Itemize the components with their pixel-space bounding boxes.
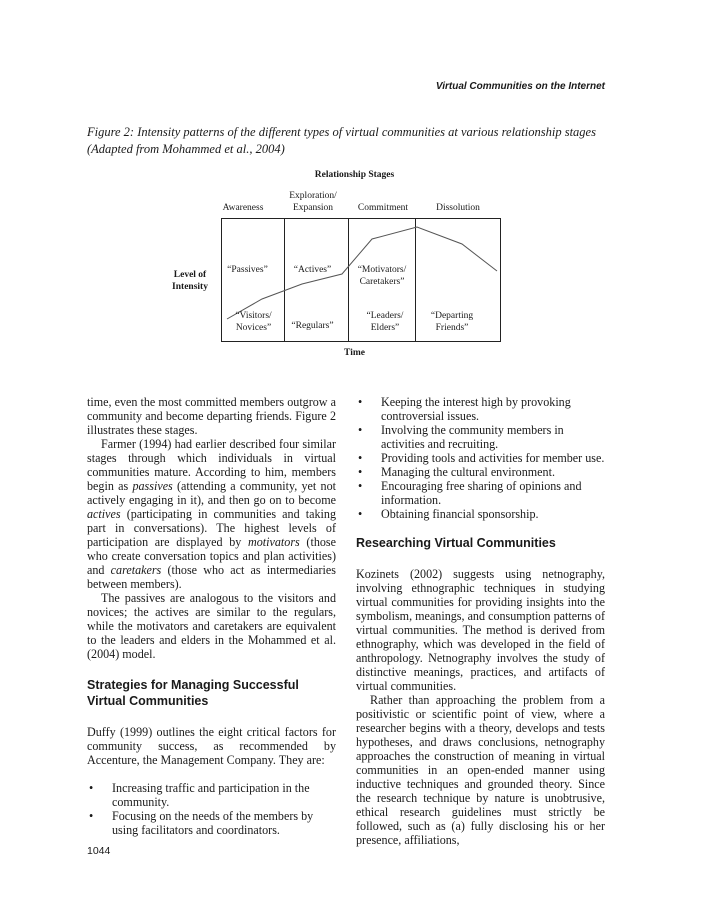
paragraph: Rather than approaching the problem from a positivistic or scientific point of view, where a researcher begins with a theory, develops and tests hypotheses, and draws conclusions, netnography approaches the construction of meaning in virtual communities in an open-ended manner using inductive techniques and grounded theory. Since the research technique by nature is unobtrusive, ethical research guidelines must strictly be followed, such as (a) fully disclosing his or her presence, affiliations, — [356, 693, 605, 847]
left-column — [87, 395, 336, 837]
label-passives: “Passives” — [227, 265, 268, 275]
label-leaders: “Leaders/ Elders” — [366, 311, 404, 333]
list-item: • Keeping the interest high by provoking controversial issues. — [356, 395, 605, 423]
y-axis-label: Level of Intensity — [172, 270, 208, 292]
paragraph: Duffy (1999) outlines the eight critical factors for community success, as recommended by Accenture, the Management Company. They are: — [87, 725, 336, 767]
stage-dissolution: Dissolution — [436, 203, 480, 213]
section-heading: Researching Virtual Communities — [356, 536, 556, 550]
list-item: • Focusing on the needs of the members by using facilitators and coordinators. — [87, 809, 336, 837]
label-motivators: “Motivators/ Caretakers” — [357, 265, 407, 287]
stage-awareness: Awareness — [222, 203, 264, 213]
section-heading: Strategies for Managing Successful Virtual Communities — [87, 678, 299, 708]
list-item: • Providing tools and activities for member use. — [356, 451, 605, 465]
list-item: • Obtaining financial sponsorship. — [356, 507, 605, 521]
bullet-list — [356, 395, 605, 521]
x-axis-label: Time — [344, 348, 365, 358]
label-regulars: “Regulars” — [291, 321, 334, 331]
label-visitors: “Visitors/ Novices” — [235, 311, 272, 333]
stage-exploration: Exploration/ Expansion — [289, 191, 337, 213]
figure-caption: Figure 2: Intensity patterns of the different types of virtual communities at various relationship stages (Adapted from Mohammed et al., 2004) — [87, 125, 596, 156]
paragraph: time, even the most committed members outgrow a community and become departing friends. Figure 2 illustrates these stages. — [87, 395, 336, 437]
page-number: 1044 — [87, 845, 111, 857]
paragraph: Farmer (1994) had earlier described four similar stages through which individuals in virtual communities mature. According to him, members begin as passives (attending a community, yet not actively engaging in it), and then go on to become actives (participating in communities and taking part in conversations). The highest levels of participation are displayed by motivators (those who create conversation topics and plan activities) and caretakers (those who act as intermediaries between members). — [87, 437, 336, 591]
paragraph: Kozinets (2002) suggests using netnography, involving ethnographic techniques in studying virtual communities for providing insights into the symbolism, meanings, and consumption patterns of virtual communities. The method is derived from ethnography, which was developed in the field of anthropology. Netnography involves the study of distinctive meanings, practices, and artifacts of virtual communities. — [356, 567, 605, 693]
stage-commitment: Commitment — [357, 203, 409, 213]
list-item: • Encouraging free sharing of opinions and information. — [356, 479, 605, 507]
label-actives: “Actives” — [293, 265, 332, 275]
bullet-list — [87, 781, 336, 837]
figure-title: Relationship Stages — [314, 170, 395, 180]
label-departing: “Departing Friends” — [430, 311, 474, 333]
list-item: • Involving the community members in activities and recruiting. — [356, 423, 605, 451]
running-header: Virtual Communities on the Internet — [435, 81, 605, 92]
list-item: • Managing the cultural environment. — [356, 465, 605, 479]
paragraph: The passives are analogous to the visitors and novices; the actives are similar to the regulars, while the motivators and caretakers are equivalent to the leaders and elders in the Mohammed et al. (2004) model. — [87, 591, 336, 661]
list-item: • Increasing traffic and participation in the community. — [87, 781, 336, 809]
right-column — [356, 395, 605, 847]
